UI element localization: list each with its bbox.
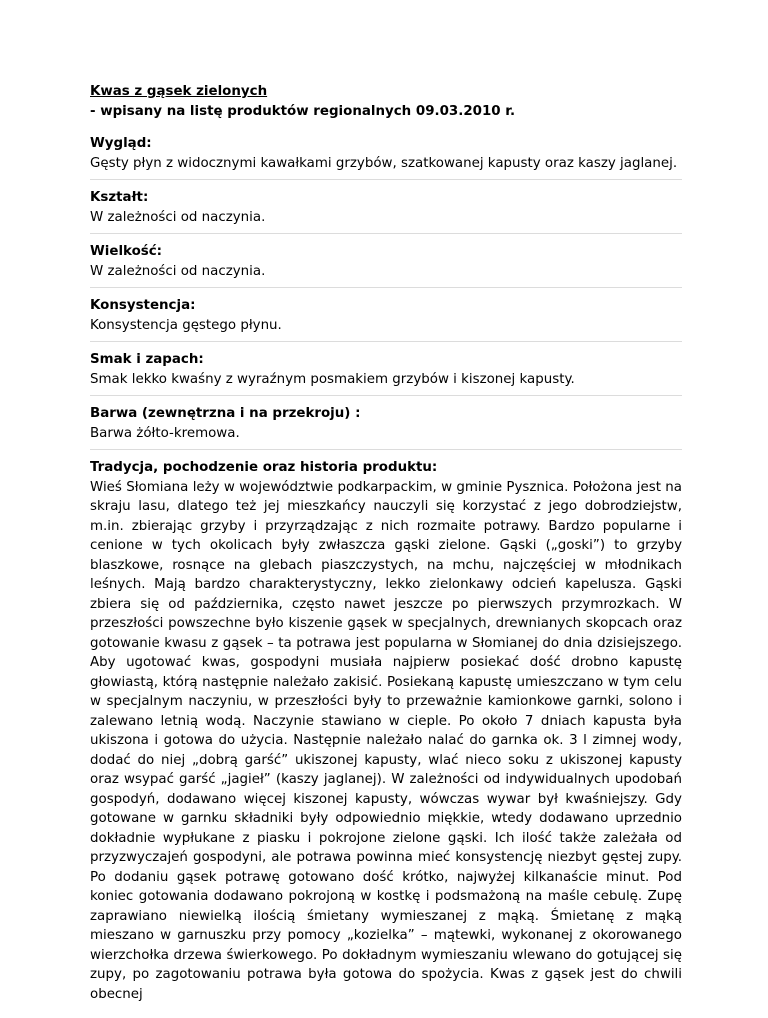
document-title: [90, 82, 682, 121]
section-text: Smak lekko kwaśny z wyraźnym posmakiem grzybów i kiszonej kapusty.: [90, 371, 575, 387]
section-shape: [90, 188, 682, 234]
title-registration-note: - wpisany na listę produktów regionalnych 09.03.2010 r.: [90, 103, 516, 119]
section-heading: Kształt:: [90, 190, 149, 205]
section-text: Barwa żółto-kremowa.: [90, 425, 240, 441]
section-text: Konsystencja gęstego płynu.: [90, 317, 282, 333]
section-appearance: [90, 134, 682, 180]
section-heading: Konsystencja:: [90, 298, 196, 313]
section-heading: Smak i zapach:: [90, 352, 204, 367]
section-size: [90, 242, 682, 288]
title-product-name: Kwas z gąsek zielonych: [90, 84, 268, 99]
section-taste-smell: [90, 350, 682, 396]
section-heading: Wielkość:: [90, 244, 163, 259]
section-heading: Tradycja, pochodzenie oraz historia produktu:: [90, 460, 438, 475]
section-text: Gęsty płyn z widocznymi kawałkami grzybów, szatkowanej kapusty oraz kaszy jaglanej.: [90, 155, 678, 171]
section-text: Wieś Słomiana leży w województwie podkarpackim, w gminie Pysznica. Położona jest na skraju lasu, dlatego też jej mieszkańcy nauczyli się korzystać z jego dobrodziejstw, m.in. zbierając grzyby i przyrządzając z nich rozmaite potrawy. Bardzo popularne i cenione w tych okolicach były zwłaszcza gąski zielone. Gąski („goski”) to grzyby blaszkowe, rosnące na glebach piaszczystych, na mchu, najczęściej w młodnikach leśnych. Mają bardzo charakterystyczny, lekko zielonkawy odcień kapelusza. Gąski zbiera się od października, często nawet jeszcze po pierwszych przymrozkach. W przeszłości powszechne było kiszenie gąsek w specjalnych, drewnianych skopcach oraz gotowanie kwasu z gąsek – ta potrawa jest popularna w Słomianej do dnia dzisiejszego. Aby ugotować kwas, gospodyni musiała najpierw posiekać dość drobno kapustę głowiastą, którą następnie należało zakisić. Posiekaną kapustę umieszczano w tym celu w specjalnym naczyniu, w przeszłości były to przeważnie kamionkowe garnki, solono i zalewano letnią wodą. Naczynie stawiano w cieple. Po około 7 dniach kapusta była ukiszona i gotowa do użycia. Następnie należało nalać do garnka ok. 3 l zimnej wody, dodać do niej „dobrą garść” ukiszonej kapusty, wlać nieco soku z ukiszonej kapusty oraz wsypać garść „jagieł” (kaszy jaglanej). W zależności od indywidualnych upodobań gospodyń, dodawano więcej kiszonej kapusty, wówczas wywar był kwaśniejszy. Gdy gotowane w garnku składniki były odpowiednio miękkie, wtedy dodawano uprzednio dokładnie wypłukane z piasku i pokrojone zielone gąski. Ich ilość także zależała od przyzwyczajeń gospodyni, ale potrawa powinna mieć konsystencję niezbyt gęstej zupy. Po dodaniu gąsek potrawę gotowano dość krótko, najwyżej kilkanaście minut. Pod koniec gotowania dodawano pokrojoną w kostkę i podsmażoną na maśle cebulę. Zupę zaprawiano niewielką ilością śmietany wymieszanej z mąką. Śmietanę z mąką mieszano w garnuszku przy pomocy „kozielka” – mątewki, wykonanej z okorowanego wierzchołka drzewa świerkowego. Po dokładnym wymieszaniu wlewano do gotującej się zupy, po zagotowaniu potrawa była gotowa do spożycia. Kwas z gąsek jest do chwili obecnej: [90, 479, 682, 1002]
section-tradition-history: [90, 458, 682, 1010]
section-text: W zależności od naczynia.: [90, 209, 266, 225]
section-color: [90, 404, 682, 450]
section-text: W zależności od naczynia.: [90, 263, 266, 279]
document-page: [90, 82, 682, 1018]
section-heading: Barwa (zewnętrzna i na przekroju) :: [90, 406, 361, 421]
section-heading: Wygląd:: [90, 136, 152, 151]
section-consistency: [90, 296, 682, 342]
